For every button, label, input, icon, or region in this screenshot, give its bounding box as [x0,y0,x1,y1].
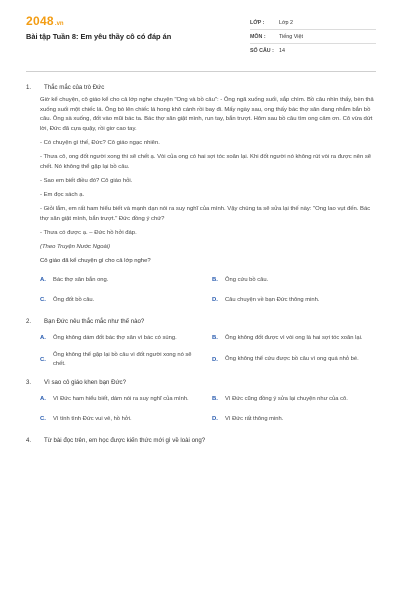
question-4 [26,436,376,445]
question-number: 1. [26,84,32,91]
page-title: Bài tập Tuần 8: Em yêu thầy cô có đáp án [26,32,172,41]
question-title: Thắc mắc của trò Đức [44,84,105,91]
option-text: Ông không dám đốt bác thợ săn vì bác có súng. [53,334,177,341]
question-title: Từ bài đọc trên, em học được kiến thức mới gì về loài ong? [44,437,206,445]
question-header [26,436,376,445]
option-key: D. [212,416,218,423]
question-number: 3. [26,379,32,387]
meta-value: 14 [279,48,285,54]
answer-option-b[interactable] [212,392,376,406]
question-header [26,317,376,326]
meta-label: SỐ CÂU : [250,48,274,54]
option-text: Ông đốt bồ câu. [53,296,95,303]
question-prompt: Cô giáo đã kể chuyện gì cho cả lớp nghe? [40,258,151,265]
option-key: A. [40,396,46,403]
question-body [26,96,376,307]
question-2 [26,317,376,368]
answer-option-d[interactable] [212,412,376,426]
question-number: 4. [26,437,32,445]
answer-option-d[interactable] [212,351,376,368]
option-key: A. [40,277,46,284]
option-key: C. [40,297,46,304]
meta-value: Lớp 2 [279,19,294,26]
option-text: Bác thợ săn bắn ong. [53,276,109,283]
option-text: Ông không thể cứu được bồ câu vì ong quá nhỏ bé. [225,356,359,363]
worksheet-header [26,14,376,68]
passage-paragraph: - Sao em biết điều đó? Cô giáo hỏi. [40,177,133,184]
question-1 [26,83,376,307]
answer-option-b[interactable] [212,331,376,345]
logo-text: 2048 [26,14,54,28]
answer-option-a[interactable] [40,392,204,406]
option-text: Ông cứu bồ câu. [225,276,269,283]
option-key: D. [212,356,218,363]
question-number: 2. [26,318,32,326]
passage-paragraph: Giờ kể chuyện, cô giáo kể cho cả lớp nghe chuyện "Ong và bồ câu": - Ông ngã xuống suối, sắp chìm. Bồ câu nhìn thấy, bèn thả xuống suối một chiếc lá. Ông bò lên chiếc lá hong khô cánh rồi bay đi. Mấy ngày sau, ong thấy bác thợ săn đang nhắm bắn bồ câu. Ông sà xuống, đốt vào mũi bác ta. Bác thợ săn giật mình, run tay, bắn trượt. Hôm sau bồ câu tìm ong cảm ơn. Cô vừa dứt lời, Đức đã cựa quậy, rồi giơ cao tay. [40,97,374,132]
option-text: Câu chuyện về bạn Đức thông minh. [225,296,320,303]
option-key: B. [212,396,218,403]
site-logo[interactable] [26,14,171,28]
option-key: A. [40,335,46,342]
answer-option-c[interactable] [40,351,204,368]
answer-option-b[interactable] [212,273,376,287]
option-text: Vì Đức rất thông minh. [225,415,284,422]
meta-row-class [250,16,376,30]
question-title: Bạn Đức nêu thắc mắc như thế nào? [44,318,145,326]
option-key: C. [40,356,46,363]
answer-option-d[interactable] [212,293,376,307]
option-key: C. [40,416,46,423]
question-body [26,331,376,368]
brand-block [26,14,171,41]
meta-row-count [250,44,376,58]
passage-source: (Theo Truyện Nước Ngoài) [40,244,111,251]
option-text: Ông không đốt được vì vòi ong là hai sợi tóc xoăn lại. [225,334,363,341]
question-list [26,72,376,445]
question-3 [26,378,376,426]
passage-paragraph: - Giỏi lắm, em rất ham hiểu biết và mạnh dạn nói ra suy nghĩ của mình. Vậy chúng ta sẽ sửa lại thế này: "Ong lao vụt đến. Bác thợ săn giật mình, bắn trượt." Đức đồng ý chứ? [40,206,371,222]
question-title: Vì sao cô giáo khen bạn Đức? [44,379,126,387]
meta-label: MÔN : [250,33,266,40]
answer-options [40,331,376,368]
meta-row-subject [250,30,376,44]
logo-domain: .vn [54,21,64,27]
answer-options [40,273,376,307]
option-text: Ông không thể gặp lại bồ câu vì đốt người xong nó sẽ chết. [53,352,192,367]
passage-paragraph: - Có chuyện gì thế, Đức? Cô giáo ngạc nhiên. [40,139,160,146]
option-text: Vì tính tình Đức vui vẻ, hồ hởi. [53,415,132,422]
answer-option-a[interactable] [40,273,204,287]
question-header [26,378,376,387]
question-header [26,83,376,92]
option-text: Vì Đức ham hiểu biết, dám nói ra suy nghĩ của mình. [53,395,189,402]
meta-table [250,16,376,58]
option-key: B. [212,335,218,342]
passage-paragraph: - Thưa cô, ong đốt người xong thì sẽ chết ạ. Vòi của ong có hai sợi tóc xoăn lại. Khi đốt người nó không rút vòi ra được nên sẽ chết. Nó không thể gặp lại bồ câu. [40,154,372,170]
answer-option-a[interactable] [40,331,204,345]
option-key: D. [212,297,218,304]
question-body [26,392,376,426]
option-text: Vì Đức cũng đồng ý sửa lại chuyện như của cô. [225,395,348,402]
meta-label: LỚP : [250,19,265,26]
passage-paragraph: - Thưa có được ạ. – Đức hồ hởi đáp. [40,230,137,237]
answer-options [40,392,376,426]
meta-value: Tiếng Việt [279,33,303,40]
passage-paragraph: - Em đọc sách ạ. [40,192,85,199]
option-key: B. [212,277,218,284]
answer-option-c[interactable] [40,293,204,307]
answer-option-c[interactable] [40,412,204,426]
